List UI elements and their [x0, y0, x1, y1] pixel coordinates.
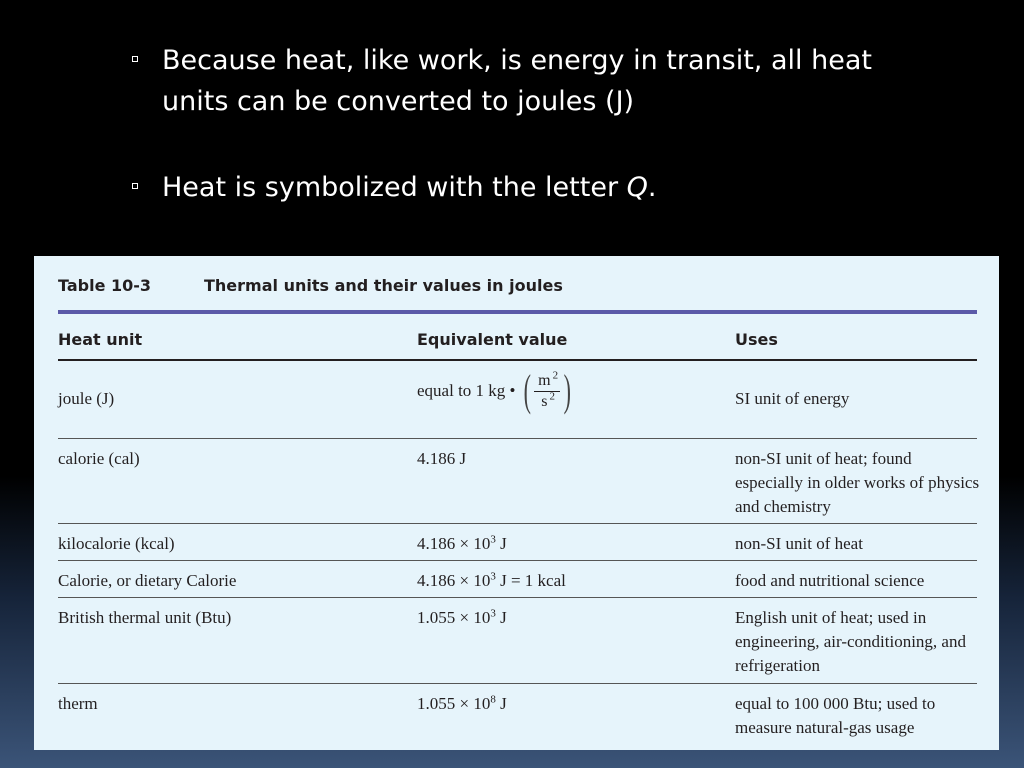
bullet-2 — [128, 167, 928, 208]
table-row — [58, 361, 977, 439]
cell-unit: British thermal unit (Btu) — [58, 608, 232, 627]
bullet-list — [128, 40, 928, 208]
cell-unit: Calorie, or dietary Calorie — [58, 571, 237, 590]
cell-unit: joule (J) — [58, 389, 115, 408]
header-equivalent-value: Equivalent value — [417, 330, 568, 349]
cell-value: $4.186 \times 10^3$ J — [417, 533, 507, 553]
table-caption — [58, 256, 977, 310]
cell-use: non-SI unit of heat — [735, 534, 863, 553]
cell-use: SI unit of energy — [735, 389, 850, 408]
bullet-marker-icon — [132, 183, 138, 189]
frac-den-exp: 2 — [549, 390, 555, 403]
bullet-1-text: Because heat, like work, is energy in transit, all heat units can be converted to joules (J) — [162, 45, 872, 117]
cell-value: $1.055 \times 10^8$ J — [417, 693, 507, 713]
table-number: Table 10-3 — [58, 276, 152, 295]
header-heat-unit: Heat unit — [58, 330, 143, 349]
cell-unit: calorie (cal) — [58, 449, 140, 468]
cell-use: English unit of heat; used in engineering, air-conditioning, and refrigeration — [735, 608, 966, 675]
cell-value: $4.186 \times 10^3$ J = 1 kcal — [417, 570, 566, 590]
heat-symbol: Q — [626, 172, 648, 203]
header-uses: Uses — [735, 330, 778, 349]
bullet-1 — [128, 40, 928, 122]
table-row — [58, 439, 980, 524]
cell-unit: therm — [58, 694, 98, 713]
table-title: Thermal units and their values in joules — [204, 276, 563, 295]
cell-value: $1.055 \times 10^3$ J — [417, 607, 507, 627]
cell-value: 4.186 J — [417, 449, 467, 468]
cell-value — [417, 366, 575, 415]
bullet-marker-icon — [132, 56, 138, 62]
unit-fraction: ( $\frac{m ^2}{s ^2}$ ) — [523, 366, 572, 415]
cell-use: food and nutritional science — [735, 571, 925, 590]
bullet-2-text: Heat is symbolized with the letter — [162, 172, 627, 203]
value-prefix: equal to 1 kg • — [417, 381, 516, 400]
frac-numerator: m — [538, 371, 551, 389]
thermal-units-table — [34, 256, 999, 750]
frac-denominator: s — [541, 392, 548, 410]
cell-use: non-SI unit of heat; found especially in older works of physics and chemistry — [735, 449, 980, 516]
table-row — [58, 561, 977, 598]
bullet-2-period: . — [647, 172, 657, 203]
table-row — [58, 524, 977, 561]
frac-num-exp: 2 — [552, 369, 559, 382]
cell-unit: kilocalorie (kcal) — [58, 534, 175, 553]
table-row — [58, 598, 977, 684]
cell-use: equal to 100 000 Btu; used to measure natural-gas usage — [735, 694, 936, 737]
table-row — [58, 684, 977, 749]
table-header-row — [58, 314, 977, 361]
